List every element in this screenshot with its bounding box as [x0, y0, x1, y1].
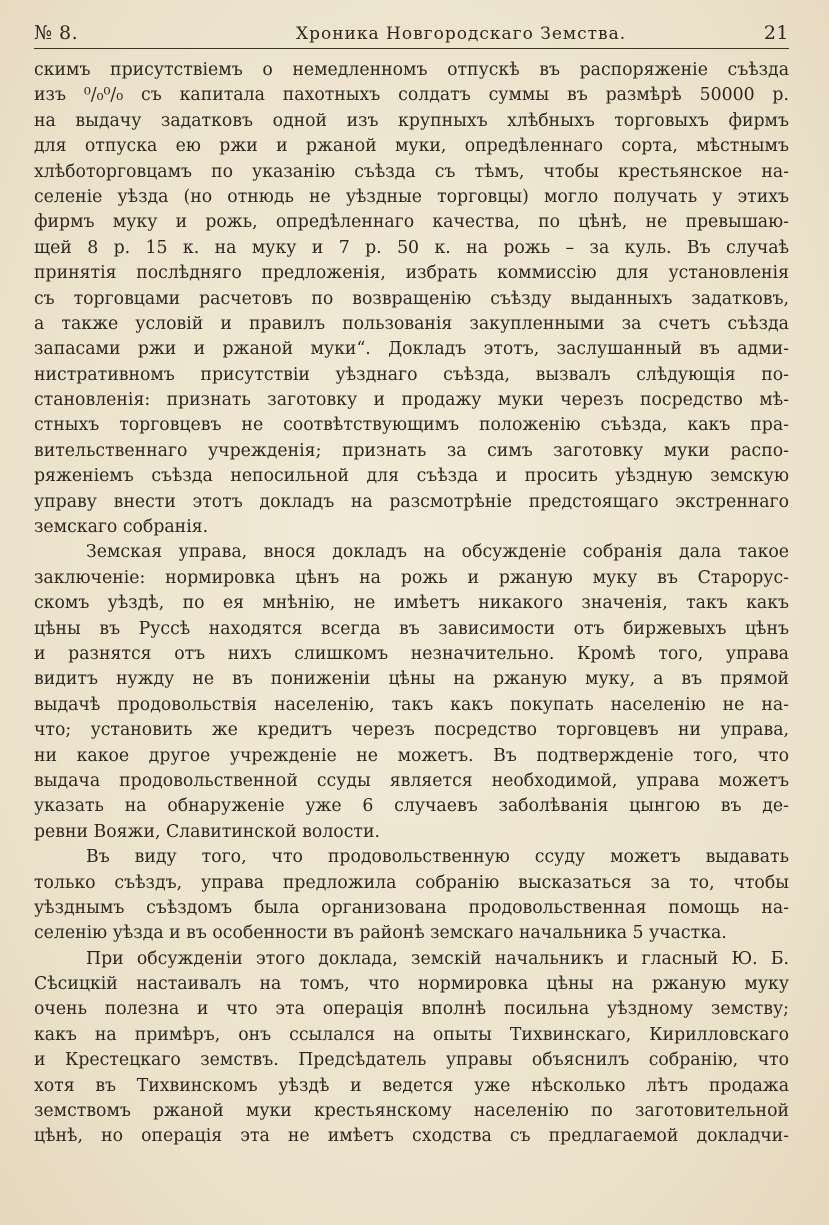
- running-title: Хроника Новгородскаго Земства.: [296, 24, 627, 44]
- text-line: а также условій и правилъ пользованія закупленными за счетъ съѣзда: [34, 313, 789, 334]
- text-line: ни какое другое учрежденіе не можетъ. Въ подтвержденіе того, что: [34, 745, 789, 766]
- text-line: только съѣздъ, управа предложила собранію высказаться за то, чтобы: [34, 872, 789, 893]
- text-line: изъ ⁰/₀⁰/₀ съ капитала пахотныхъ солдатъ суммы въ размѣрѣ 50000 р.: [34, 85, 789, 106]
- text-line: указать на обнаруженіе уже 6 случаевъ заболѣванія цынгою въ де-: [34, 796, 789, 817]
- text-line: стныхъ торговцевъ не соотвѣтствующимъ положенію съѣзда, какъ пра-: [34, 415, 789, 436]
- issue-number: № 8.: [34, 22, 79, 44]
- text-line: Земская управа, внося докладъ на обсужденіе собранія дала такое: [86, 542, 789, 563]
- text-line: скимъ присутствіемъ о немедленномъ отпускѣ въ распоряженіе съѣзда: [34, 60, 789, 80]
- text-line: вительственнаго учрежденія; признать за симъ заготовку муки распо-: [34, 440, 789, 461]
- text-line: съ торговцами расчетовъ по возвращенію съѣзду выданныхъ задатковъ,: [34, 288, 789, 309]
- text-line: запасами ржи и ржаной муки“. Докладъ этотъ, заслушанный въ адми-: [34, 339, 789, 360]
- text-line: видитъ нужду не въ пониженіи цѣны на ржаную муку, а въ прямой: [34, 669, 789, 690]
- text-line: на выдачу задатковъ одной изъ крупныхъ хлѣбныхъ торговыхъ фирмъ: [34, 110, 789, 131]
- text-line: заключеніе: нормировка цѣнъ на рожь и ржаную муку въ Старорус-: [34, 567, 789, 588]
- text-line: хотя въ Тихвинскомъ уѣздѣ и ведется уже нѣсколько лѣтъ продажа: [34, 1075, 789, 1096]
- text-line: земствомъ ржаной муки крестьянскому населенію по заготовительной: [34, 1101, 789, 1122]
- text-line: и Крестецкаго земствъ. Предсѣдатель управы объяснилъ собранію, что: [34, 1050, 789, 1071]
- text-line: и разнятся отъ нихъ слишкомъ незначительно. Кромѣ того, управа: [34, 643, 789, 664]
- text-line: выдача продовольственной ссуды является необходимой, управа можетъ: [34, 770, 789, 791]
- text-line: ревни Вояжи, Славитинской волости.: [34, 821, 380, 842]
- text-line: земскаго собранія.: [34, 517, 209, 538]
- text-line: нистративномъ присутствіи уѣзднаго съѣзда, вызвалъ слѣдующія по-: [34, 364, 789, 385]
- text-line: принятія послѣдняго предложенія, избрать коммиссію для установленія: [34, 263, 789, 284]
- text-line: что; установить же кредитъ черезъ посредство торговцевъ ни управа,: [34, 720, 789, 741]
- text-line: очень полезна и что эта операція вполнѣ посильна уѣздному земству;: [34, 999, 789, 1020]
- text-line: селенію уѣзда и въ особенности въ районѣ земскаго начальника 5 участка.: [34, 923, 727, 944]
- text-line: хлѣботорговцамъ по указанію съѣзда съ тѣмъ, чтобы крестьянское на-: [34, 161, 789, 182]
- text-line: Въ виду того, что продовольственную ссуду можетъ выдавать: [86, 847, 789, 868]
- text-line: выдачѣ продовольствія населенію, такъ какъ покупать населенію не на-: [34, 694, 789, 715]
- text-line: какъ на примѣръ, онъ ссылался на опыты Тихвинскаго, Кирилловскаго: [34, 1024, 789, 1045]
- page-number: 21: [763, 22, 789, 44]
- text-line: цѣны въ Руссѣ находятся всегда въ зависимости отъ биржевыхъ цѣнъ: [34, 618, 789, 639]
- text-line: щей 8 р. 15 к. на муку и 7 р. 50 к. на рожь – за куль. Въ случаѣ: [34, 237, 789, 258]
- body-text: [34, 58, 789, 1150]
- text-line: Сѣсицкій настаивалъ на томъ, что нормировка цѣны на ржаную муку: [34, 974, 789, 995]
- text-line: скомъ уѣздѣ, по ея мнѣнію, не имѣетъ никакого значенія, такъ какъ: [34, 593, 789, 614]
- text-line: для отпуска ею ржи и ржаной муки, опредѣленнаго сорта, мѣстнымъ: [34, 136, 789, 157]
- text-line: ряженіемъ съѣзда непосильной для съѣзда и просить уѣздную земскую: [34, 466, 789, 487]
- text-line: уѣзднымъ съѣздомъ была организована продовольственная помощь на-: [34, 897, 789, 918]
- page-header: [34, 0, 789, 44]
- header-rule: [34, 48, 789, 49]
- text-line: При обсужденіи этого доклада, земскій начальникъ и гласный Ю. Б.: [86, 948, 789, 969]
- text-line: фирмъ муку и рожь, опредѣленнаго качества, по цѣнѣ, не превышаю-: [34, 212, 789, 233]
- text-line: цѣнѣ, но операція эта не имѣетъ сходства съ предлагаемой докладчи-: [34, 1126, 789, 1147]
- text-line: селеніе уѣзда (но отнюдь не уѣздные торговцы) могло получать у этихъ: [34, 186, 789, 207]
- text-line: становленія: признать заготовку и продажу муки черезъ посредство мѣ-: [34, 390, 789, 411]
- text-line: управу внести этотъ докладъ на разсмотрѣніе предстоящаго экстреннаго: [34, 491, 789, 512]
